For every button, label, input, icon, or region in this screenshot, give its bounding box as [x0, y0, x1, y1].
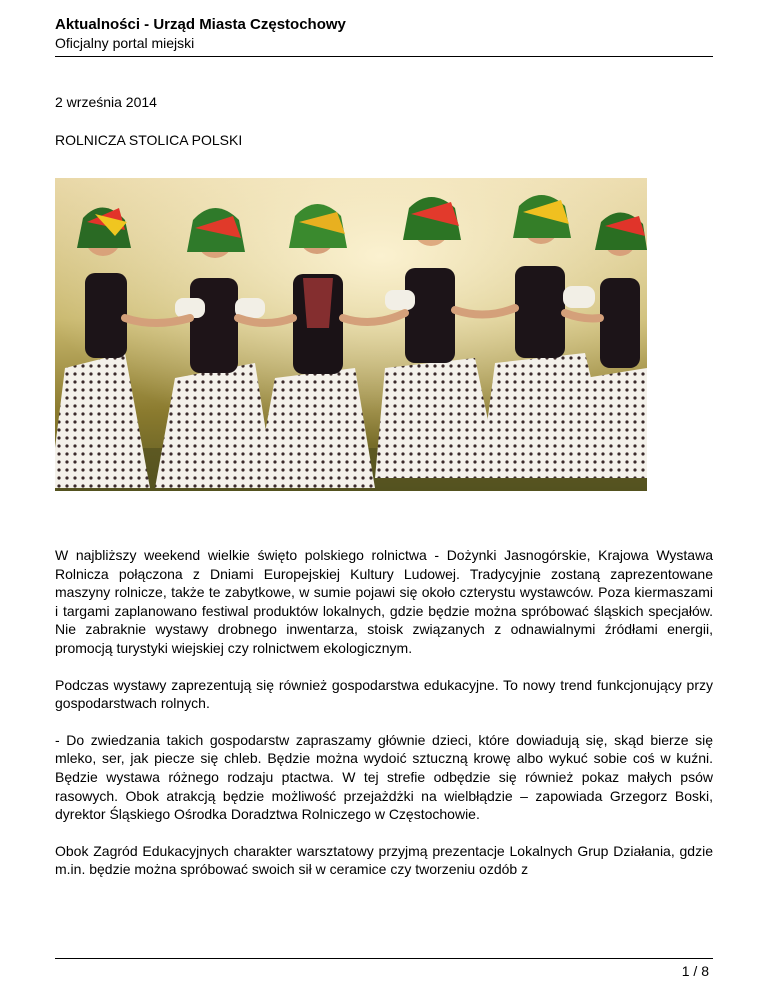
- article-headline: ROLNICZA STOLICA POLSKI: [55, 132, 243, 148]
- article-paragraph: - Do zwiedzania takich gospodarstw zapraszamy głównie dzieci, które dowiadują się, skąd bierze się mleko, ser, jak piecze się chleb. Będzie można wydoić sztuczną krowę albo wykuć sobie coś w kuźni. Będzie wystawa różnego rodzaju ptactwa. W tej strefie odbędzie się również pokaz małych psów rasowych. Obok atrakcją będzie możliwość przejażdżki na wielbłądzie – zapowiada Grzegorz Boski, dyrektor Śląskiego Ośrodka Doradztwa Rolniczego w Częstochowie.: [55, 731, 713, 823]
- article-paragraph: Obok Zagród Edukacyjnych charakter warsztatowy przyjmą prezentacje Lokalnych Grup Działania, gdzie m.in. będzie można spróbować swoich sił w ceramice czy tworzeniu ozdób z: [55, 842, 713, 878]
- article-date: 2 września 2014: [55, 94, 157, 110]
- site-title: Aktualności - Urząd Miasta Częstochowy: [55, 16, 346, 33]
- footer-divider: [55, 958, 713, 959]
- article-body: [55, 546, 713, 897]
- article-paragraph: W najbliższy weekend wielkie święto polskiego rolnictwa - Dożynki Jasnogórskie, Krajowa Wystawa Rolnicza połączona z Dniami Europejskiej Kultury Ludowej. Tradycyjnie zostaną zaprezentowane maszyny rolnicze, także te zabytkowe, w sumie pojawi się około czterystu wystawców. Poza kiermaszami i targami zaplanowano festiwal produktów lokalnych, gdzie będzie można spróbować śląskich specjałów. Nie zabraknie wystawy drobnego inwentarza, stoisk związanych z odnawialnymi źródłami energii, promocją turystyki wiejskiej czy rolnictwem ekologicznym.: [55, 547, 713, 656]
- document-page: [55, 0, 713, 994]
- header-divider: [55, 56, 713, 57]
- folk-dancers-photo: [55, 178, 647, 491]
- site-subtitle: Oficjalny portal miejski: [55, 35, 195, 51]
- page-number: 1 / 8: [681, 963, 709, 979]
- article-paragraph: Podczas wystawy zaprezentują się również gospodarstwa edukacyjne. To nowy trend funkcjonujący przy gospodarstwach rolnych.: [55, 676, 713, 712]
